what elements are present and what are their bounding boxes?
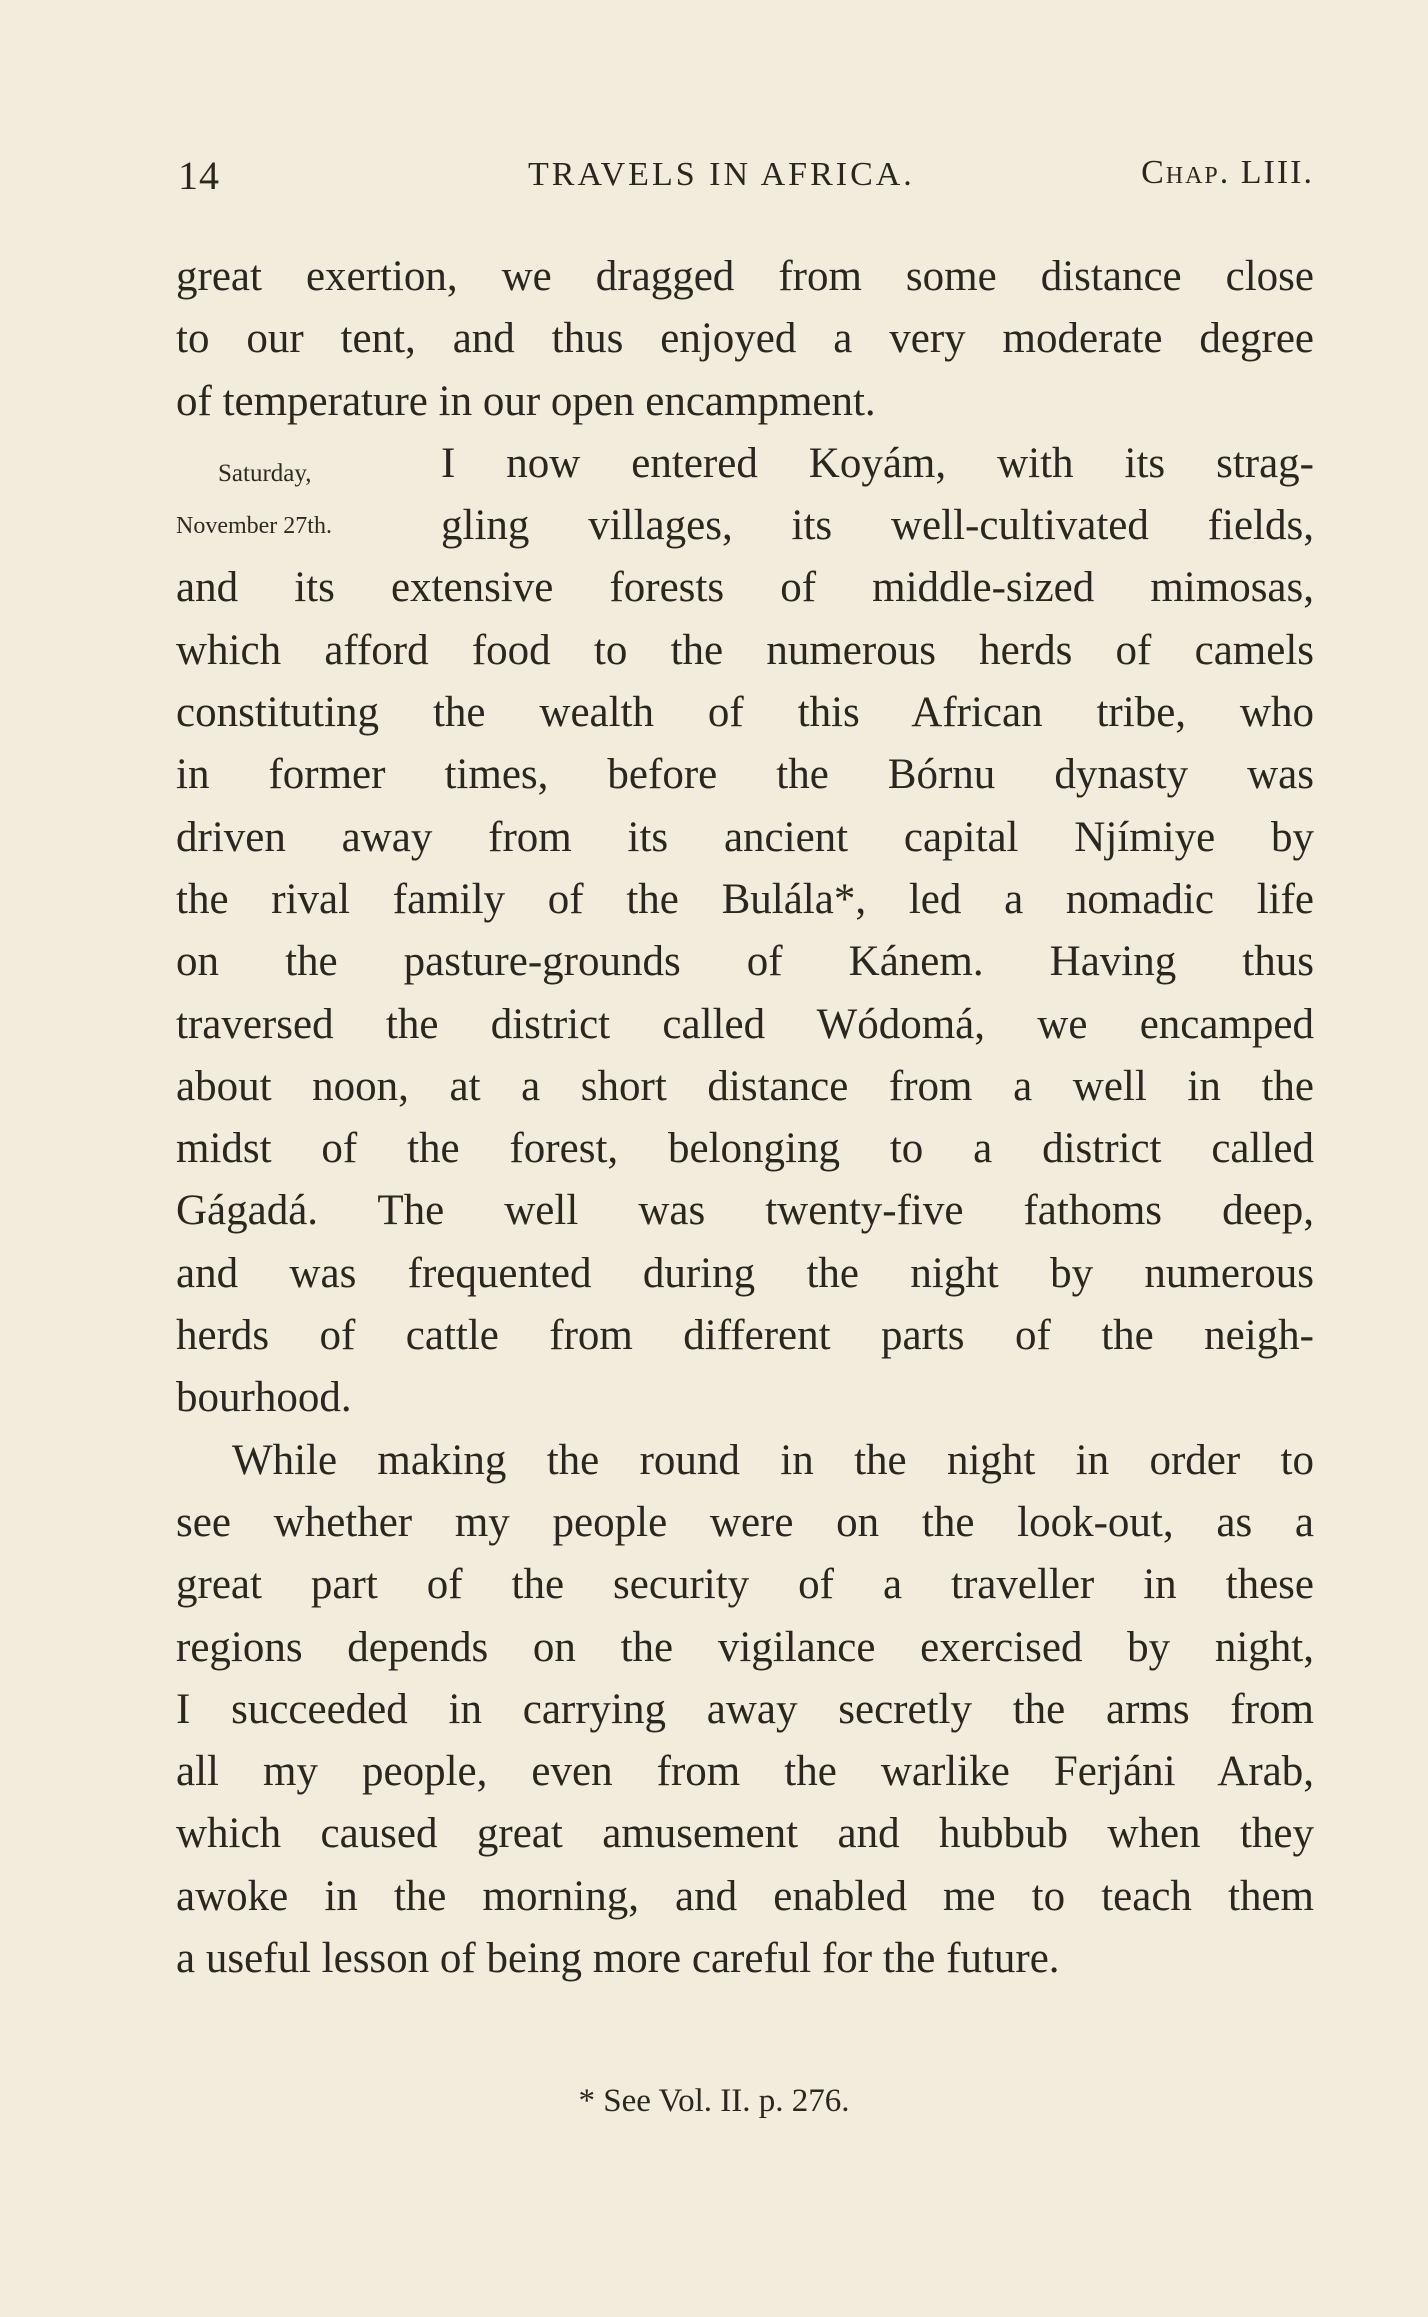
text-line: about noon, at a short distance from a well in the xyxy=(176,1062,1314,1110)
footnote: * See Vol. II. p. 276. xyxy=(578,2083,850,2119)
sidenote-day: Saturday, xyxy=(218,460,312,487)
body-text xyxy=(176,246,1314,1990)
text-line: in former times, before the Bórnu dynasty was xyxy=(176,751,1314,799)
text-line: traversed the district called Wódomá, we encamped xyxy=(176,1000,1314,1048)
text-line: on the pasture-grounds of Kánem. Having thus xyxy=(176,938,1314,986)
text-line: great part of the security of a traveller in these xyxy=(176,1561,1314,1609)
page-header xyxy=(178,152,1314,212)
sidenote-date: November 27th. xyxy=(176,513,332,539)
text-line: all my people, even from the warlike Ferjáni Arab, xyxy=(176,1748,1314,1796)
text-line: I now entered Koyám, with its strag- xyxy=(441,439,1314,487)
text-line: great exertion, we dragged from some distance close xyxy=(176,253,1314,300)
text-line: herds of cattle from different parts of the neigh- xyxy=(176,1312,1314,1360)
page-number: 14 xyxy=(178,153,220,198)
text-line: Gágadá. The well was twenty-five fathoms deep, xyxy=(176,1187,1314,1235)
text-line: midst of the forest, belonging to a district called xyxy=(176,1125,1314,1173)
text-line: the rival family of the Bulála*, led a nomadic life xyxy=(176,875,1314,923)
text-line: bourhood. xyxy=(176,1374,352,1422)
chapter-label: Chap. LIII. xyxy=(1141,154,1314,191)
text-line: to our tent, and thus enjoyed a very moderate degree xyxy=(176,315,1314,363)
text-line: regions depends on the vigilance exercised by night, xyxy=(176,1623,1314,1671)
text-line: constituting the wealth of this African tribe, who xyxy=(176,689,1314,737)
text-line: gling villages, its well-cultivated fields, xyxy=(441,502,1314,550)
text-line: of temperature in our open encampment. xyxy=(176,377,876,425)
text-line: see whether my people were on the look-out, as a xyxy=(176,1498,1314,1546)
text-line: awoke in the morning, and enabled me to teach them xyxy=(176,1872,1314,1920)
text-line: which afford food to the numerous herds of camels xyxy=(176,626,1314,674)
paragraph-2 xyxy=(176,433,1314,1430)
paragraph-3 xyxy=(176,1430,1314,1991)
text-line: a useful lesson of being more careful for the future. xyxy=(176,1935,1060,1983)
text-line: and was frequented during the night by numerous xyxy=(176,1249,1314,1297)
text-line: While making the round in the night in order to xyxy=(232,1436,1314,1484)
paragraph-1 xyxy=(176,246,1314,433)
running-title: TRAVELS IN AFRICA. xyxy=(528,156,915,193)
text-line: I succeeded in carrying away secretly the arms from xyxy=(176,1685,1314,1733)
text-line: and its extensive forests of middle-sized mimosas, xyxy=(176,564,1314,612)
text-line: driven away from its ancient capital Njímiye by xyxy=(176,813,1314,861)
text-line: which caused great amusement and hubbub when they xyxy=(176,1810,1314,1858)
